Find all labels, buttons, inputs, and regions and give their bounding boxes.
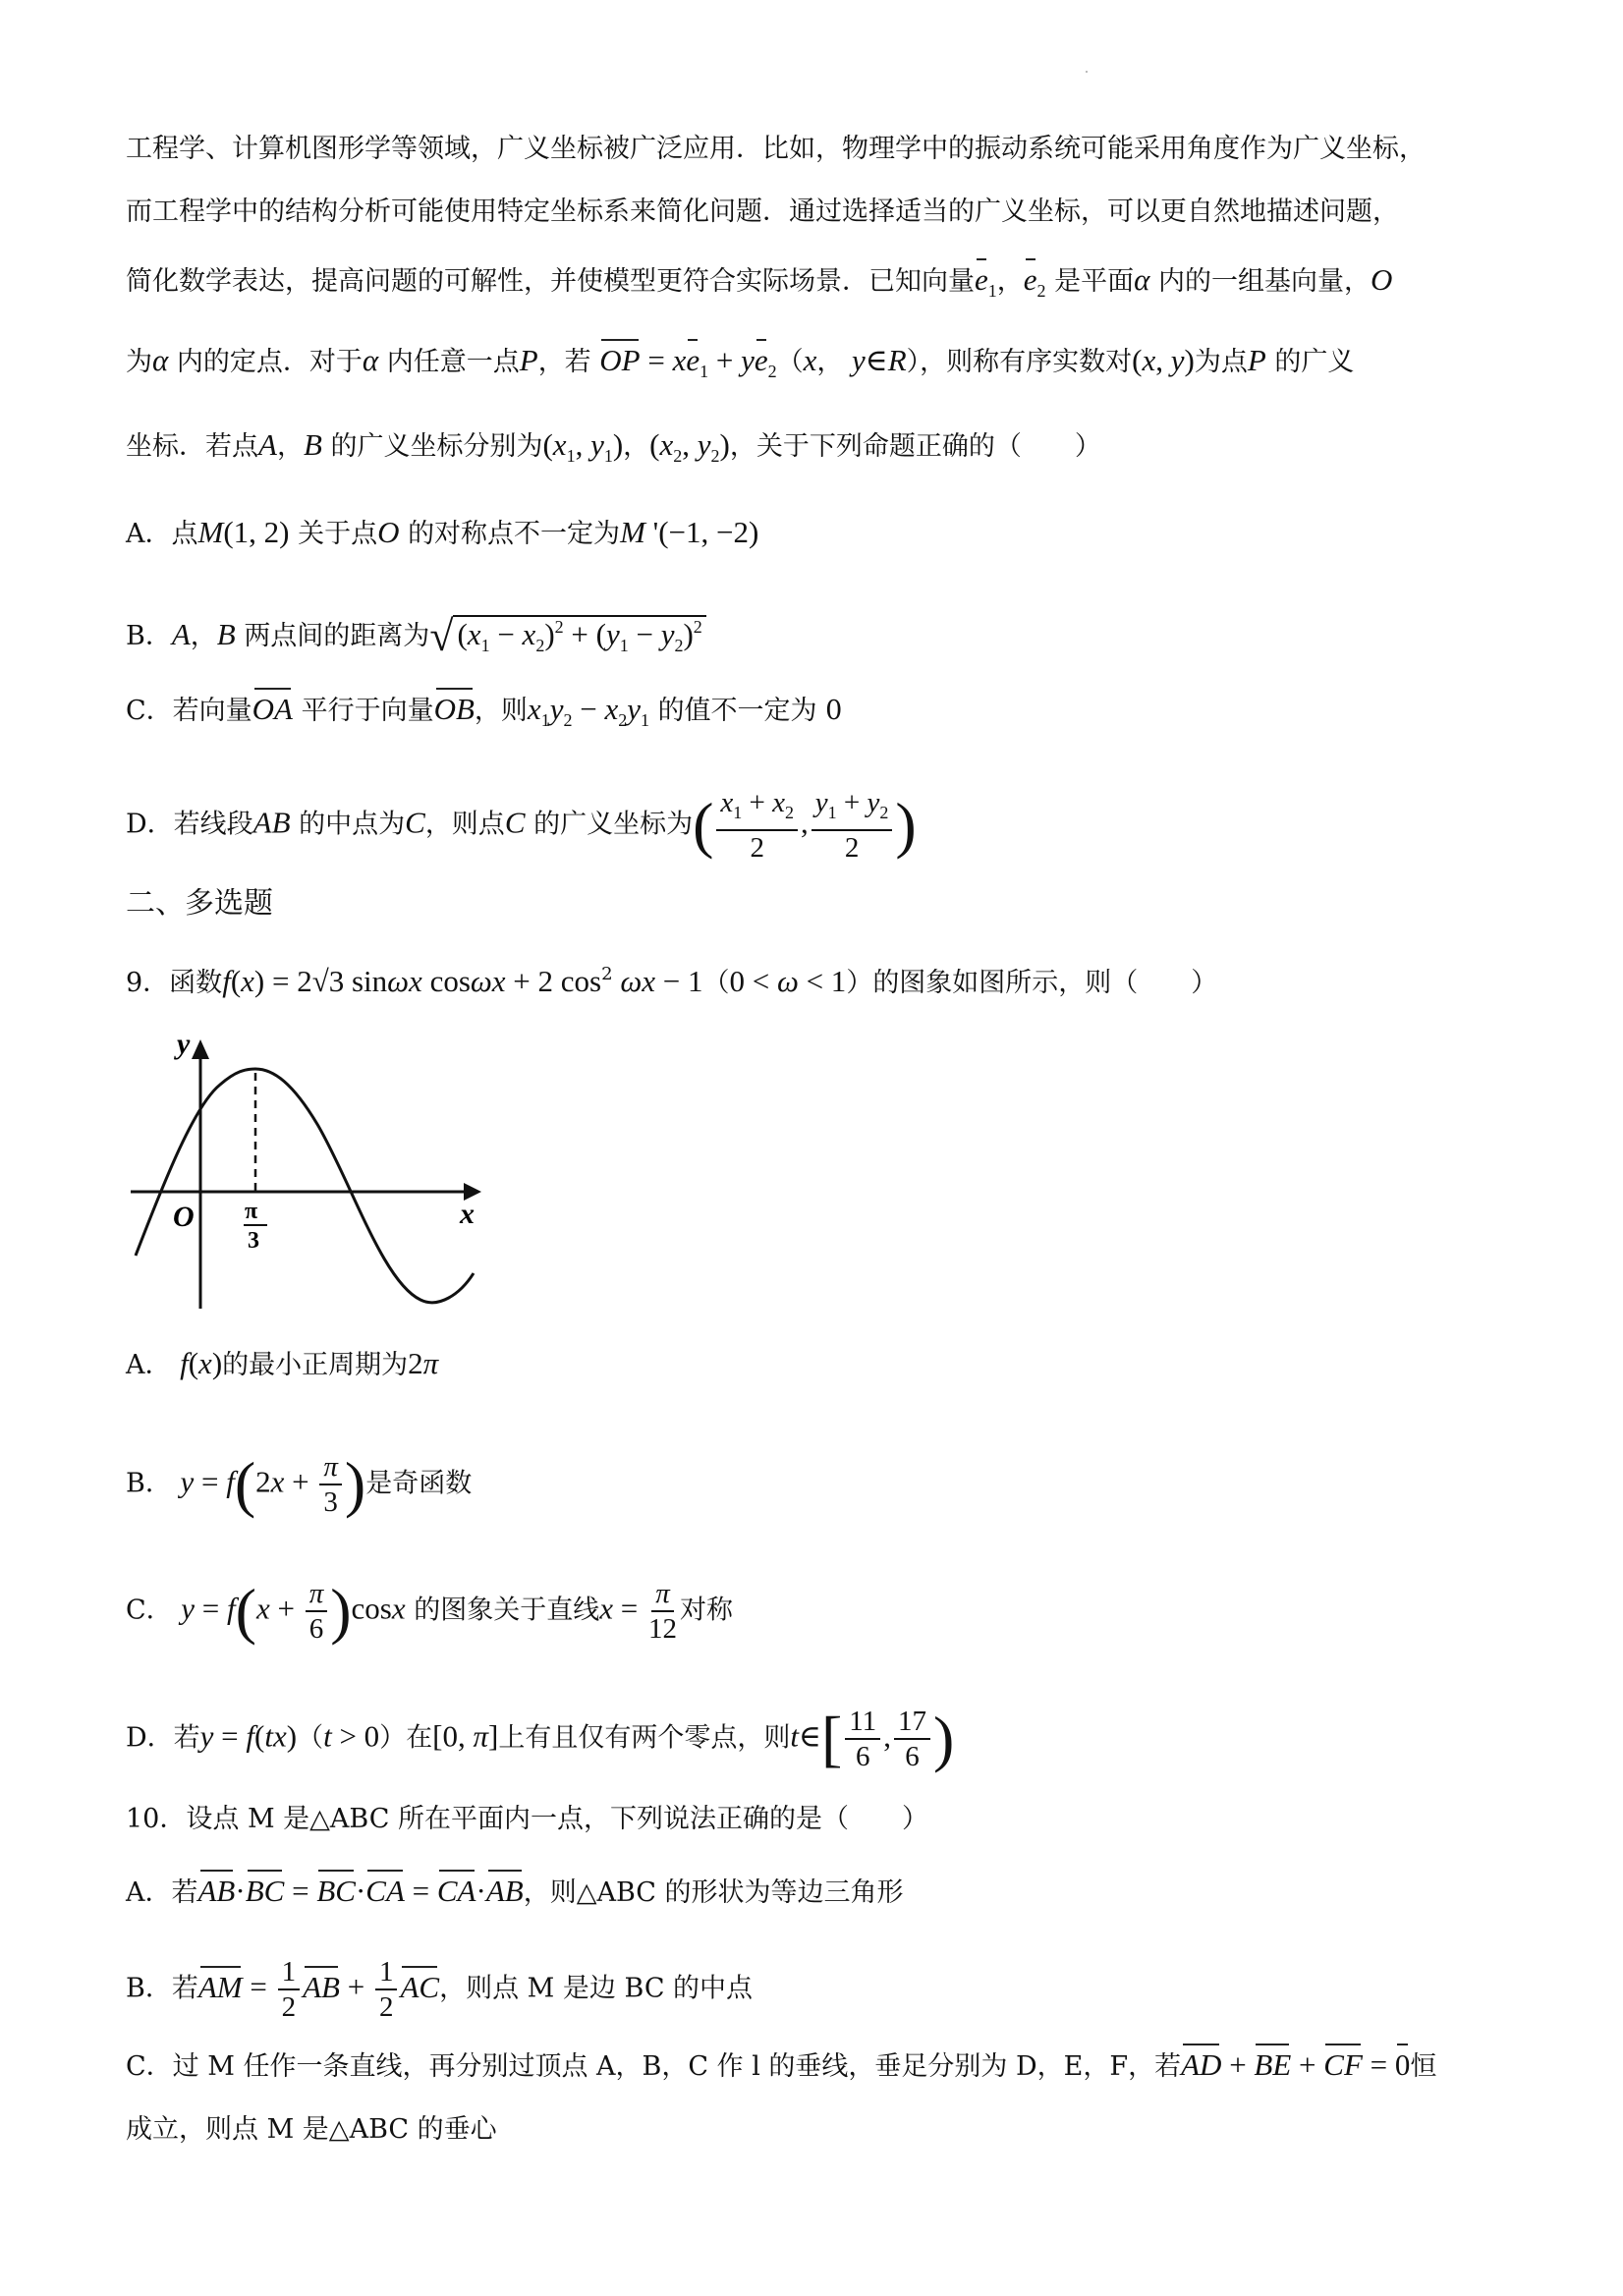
- q10-option-a: A．若AB·BC = BC·CA = CA·AB，则△ABC 的形状为等边三角形: [126, 1872, 1515, 1913]
- y-axis-label: y: [177, 1028, 191, 1060]
- q8-option-a: A．点M(1, 2) 关于点O 的对称点不一定为M '(−1, −2): [126, 515, 759, 549]
- q9-option-a: A． f(x)的最小正周期为2π: [126, 1346, 439, 1380]
- q9-option-d: D．若y = f(tx)（t > 0）在[0, π]上有且仅有两个零点，则t∈[ $\frac{11}{6}$ , $\frac{17}{6}$ ): [126, 1704, 955, 1773]
- q10-option-b: B．若AM = $\frac{1}{2}$ AB + $\frac{1}{2}$ AC，则点 M 是边 BC 的中点: [126, 1956, 754, 2023]
- q10-option-c-line-2: 成立，则点 M 是△ABC 的垂心: [126, 2114, 497, 2145]
- intro-line-5: 坐标．若点A，B 的广义坐标分别为($x_1$, $y_1$)，($x_2$, $y_2$)，关于下列命题正确的（ ）: [126, 427, 1101, 466]
- q10-option-c: C．过 M 任作一条直线，再分别过顶点 A，B，C 作 l 的垂线，垂足分别为 D，E，F，若AD + BE + CF = 0恒: [126, 2045, 1515, 2087]
- scan-speck: [1086, 71, 1088, 73]
- intro-line-2: 而工程学中的结构分析可能使用特定坐标系来简化问题．通过选择适当的广义坐标，可以更自然地描述问题，: [126, 196, 1399, 227]
- origin-label: O: [173, 1201, 195, 1233]
- tick-label-numerator: π: [245, 1199, 258, 1224]
- q8-option-b: B．A，B 两点间的距离为√ $(x_1 - x_2)^2 + (y_1 - y_2)^2$: [126, 607, 1515, 665]
- intro-line-3: 简化数学表达，提高问题的可解性，并使模型更符合实际场景．已知向量$e_1$，$e_2$ 是平面α 内的一组基向量，O: [126, 262, 1393, 301]
- function-graph: [126, 1022, 499, 1316]
- y-axis-arrow: [192, 1039, 209, 1059]
- q9-option-b: B． y = f(2x + $\frac{\pi}{3}$ )是奇函数: [126, 1449, 473, 1519]
- intro-line-4: 为α 内的定点．对于α 内任意一点P，若 OP = $xe_1 + ye_2(x$， y∈R），则称有序实数对(x, y)为点P 的广义: [126, 343, 1355, 381]
- q8-option-d: D．若线段AB 的中点为C，则点C 的广义坐标为( $\frac{x_1 + x_2}{2}$ , $\frac{y_1 + y_2}{2}$ ): [126, 787, 917, 864]
- q9-option-c: C． y = f(x + $\frac{\pi}{6}$ )cosx 的图象关于直线x = $\frac{\pi}{12}$ 对称: [126, 1576, 733, 1646]
- tick-label-denominator: 3: [248, 1228, 259, 1254]
- section-title: 二、多选题: [126, 886, 273, 921]
- q9-stem: 9．函数f(x) = 2√3 sinωx cosωx + 2 $\cos^2 \omega x - 1(0 < \omega < 1)$的图象如图所示，则（ ）: [126, 964, 1218, 998]
- intro-line-1: 工程学、计算机图形学等领域，广义坐标被广泛应用．比如，物理学中的振动系统可能采用角度作为广义坐标，: [126, 134, 1426, 164]
- q10-stem: 10．设点 M 是△ABC 所在平面内一点，下列说法正确的是（ ）: [126, 1804, 929, 1834]
- x-axis-label: x: [460, 1198, 475, 1230]
- sine-curve: [136, 1069, 474, 1303]
- q8-option-c: C．若向量OA 平行于向量OB，则$x_1y_2 - x_2y_1$ 的值不一定为 0: [126, 692, 843, 730]
